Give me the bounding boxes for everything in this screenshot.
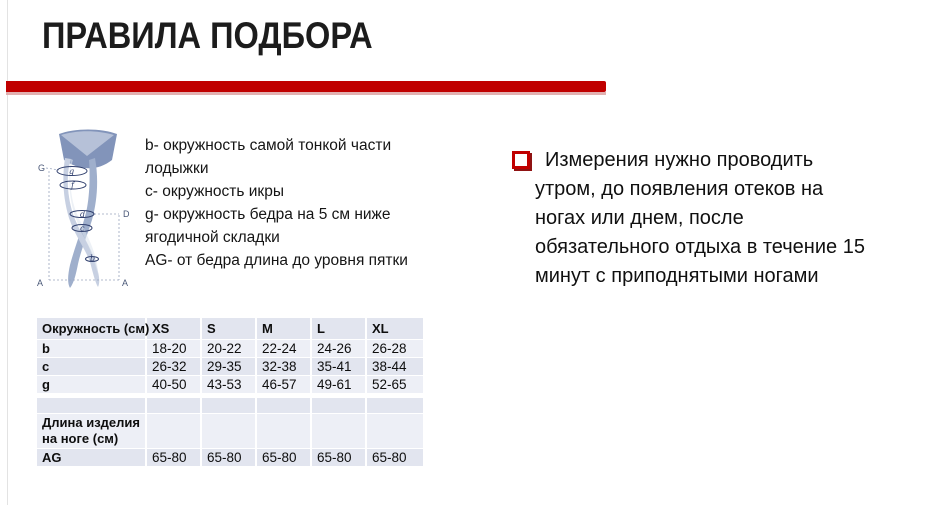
note-line: ягодичной складки [145,229,280,246]
advice-text [535,146,914,291]
advice-line: минут с приподнятыми ногами [535,265,819,287]
cell: 65-80 [367,449,423,467]
cell: 65-80 [312,449,367,467]
size-table [37,318,423,467]
cell: 65-80 [147,449,202,467]
table-row-b [37,340,423,358]
cell [37,398,147,414]
cell [202,398,257,414]
cell [147,414,202,449]
label-c: c [80,224,85,233]
label-D: D [123,209,130,219]
cell: 52-65 [367,376,423,394]
slide-edge-line [7,0,8,505]
label-d: d [80,210,86,219]
header-cell: Окружность (см) [37,318,147,340]
label-A-left: A [37,278,44,288]
table-row-c [37,358,423,376]
cell: 24-26 [312,340,367,358]
leg-measurement-diagram [35,128,140,292]
label-G: G [38,163,46,173]
title-underline-bar [6,81,606,92]
cell: 22-24 [257,340,312,358]
measuring-advice-note [512,146,914,291]
note-line: b- окружность самой тонкой части [145,137,392,154]
cell: 38-44 [367,358,423,376]
table-empty-row [37,398,423,414]
legs-illustration [35,128,140,292]
header-cell: M [257,318,312,340]
cell: 32-38 [257,358,312,376]
section-label: Длина изделия на ноге (см) [37,414,147,449]
row-label: b [37,340,147,358]
cell [367,414,423,449]
note-line: g- окружность бедра на 5 см ниже [145,206,391,223]
cell: 26-28 [367,340,423,358]
cell: 26-32 [147,358,202,376]
cell: 35-41 [312,358,367,376]
advice-line: Измерения нужно проводить [545,149,814,171]
cell [257,414,312,449]
cell [147,398,202,414]
label-f: f [71,181,74,190]
row-label: c [37,358,147,376]
table-header-row [37,318,423,340]
note-line: AG- от бедра длина до уровня пятки [145,252,408,269]
title-underline-shadow [6,92,606,95]
note-line: лодыжки [145,160,209,177]
cell: 40-50 [147,376,202,394]
cell: 65-80 [257,449,312,467]
cell [312,398,367,414]
cell: 20-22 [202,340,257,358]
header-cell: L [312,318,367,340]
cell [312,414,367,449]
table-row-g [37,376,423,394]
red-square-bullet-icon [512,151,530,169]
table-section-row [37,414,423,449]
cell [367,398,423,414]
cell: 18-20 [147,340,202,358]
label-b: b [90,254,96,263]
row-label: g [37,376,147,394]
cell: 65-80 [202,449,257,467]
table-row-ag [37,449,423,467]
row-label: AG [37,449,147,467]
cell: 43-53 [202,376,257,394]
cell [202,414,257,449]
cell: 46-57 [257,376,312,394]
cell: 49-61 [312,376,367,394]
label-g: g [69,167,75,176]
label-A-right: A [122,278,129,288]
header-cell: S [202,318,257,340]
cell [257,398,312,414]
note-line: c- окружность икры [145,183,284,200]
header-cell: XS [147,318,202,340]
cell: 29-35 [202,358,257,376]
advice-line: утром, до появления отеков на [535,178,824,200]
advice-line: ногах или днем, после [535,207,744,229]
measurement-notes [145,134,450,272]
advice-line: обязательного отдыха в течение 15 [535,236,865,258]
header-cell: XL [367,318,423,340]
page-title: ПРАВИЛА ПОДБОРА [42,15,373,56]
